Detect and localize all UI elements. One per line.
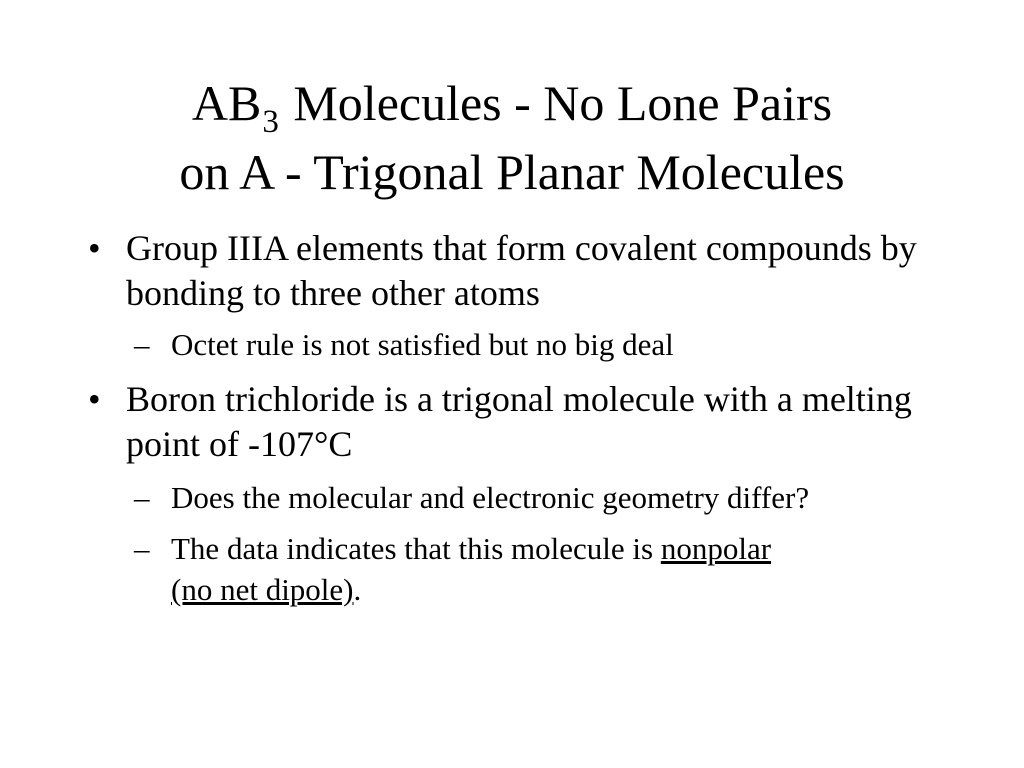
slide-body — [0, 226, 1024, 610]
bullet-item — [0, 377, 986, 467]
sub-bullet-item — [0, 324, 951, 365]
sub-bullet-text-start: The data indicates that this molecule is — [171, 531, 661, 566]
title-subscript: 3 — [262, 104, 279, 140]
bullet-item — [0, 226, 986, 316]
title-prefix: AB — [191, 75, 262, 131]
emphasis-nonpolar: nonpolar — [660, 531, 772, 566]
title-suffix: Molecules - No Lone Pairs — [280, 75, 833, 131]
sub-bullet-marker: – — [134, 531, 150, 566]
sub-bullet-item — [0, 528, 951, 610]
bullet-text: Group IIIA elements that form covalent compounds by bonding to three other atoms — [126, 228, 917, 313]
emphasis-no-net-dipole: (no net dipole) — [171, 572, 354, 607]
bullet-marker: • — [88, 379, 101, 419]
sub-bullet-item — [0, 477, 951, 518]
title-line-2: on A - Trigonal Planar Molecules — [179, 144, 845, 200]
bullet-marker: • — [88, 228, 101, 268]
sub-bullet-text: Octet rule is not satisfied but no big deal — [171, 327, 674, 362]
title-line-1 — [0, 72, 1024, 141]
bullet-text: Boron trichloride is a trigonal molecule with a melting point of -107°C — [126, 379, 912, 464]
slide-title — [0, 72, 1024, 203]
sub-bullet-marker: – — [134, 327, 150, 362]
sub-bullet-marker: – — [134, 480, 150, 515]
sub-bullet-text: Does the molecular and electronic geometry differ? — [171, 480, 810, 515]
sub-bullet-text-end: . — [353, 572, 362, 607]
